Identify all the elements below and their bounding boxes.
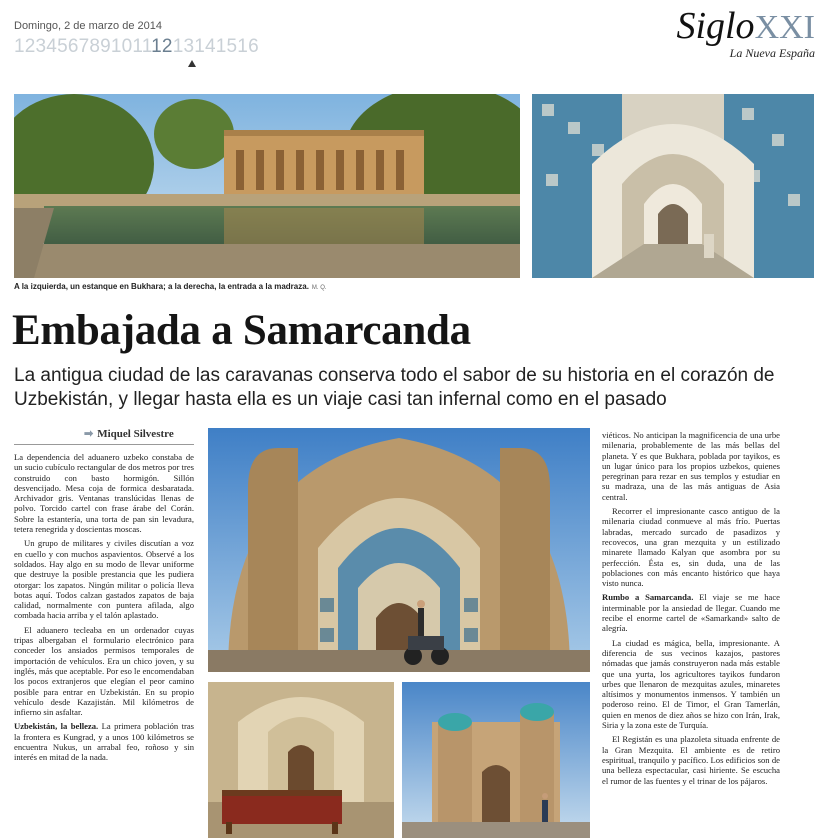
subhead: Uzbekistán, la belleza. [14, 721, 99, 732]
article-deck: La antigua ciudad de las caravanas conserva todo el sabor de su historia en el corazón de Uzbekistán, y llegar hasta ella es un viaje casi tan infernal como en el pasado [14, 365, 775, 410]
current-page-number[interactable]: 12 [151, 36, 173, 57]
madrasa-cell-photo [208, 682, 394, 838]
bukhara-pond-photo [14, 94, 520, 278]
paragraph: El aduanero tecleaba en un ordenador cuyas tripas albergaban el formulario electrónico para conceder los ansiados permisos temporales de importación de vehículos. Era un chico joven, y su inglés, más que aceptable. Por eso le encomendaban los pocos extranjeros que elegían el peor camino posible para entrar en Uzbekistán. En su propio vehículo desde Kazajistán. Mil kilómetros de infierno sin asfaltar. [14, 624, 194, 718]
author-name: Miquel Silvestre [97, 428, 174, 440]
current-page-pointer-icon [188, 60, 196, 67]
brand-subtitle: La Nueva España [729, 46, 815, 60]
photo-credit: M. Q. [311, 285, 327, 291]
madrasa-entrance-photo [532, 94, 814, 278]
paragraph: La ciudad es mágica, bella, impresionante. A diferencia de sus vecinos kazajos, pastores nómadas que jamás construyeron nada más estable que una yurta, los agricultores tayikos fundaron urbes que llenaron de mezquitas azules, minaretes altísimos y monumentos inmensos. Y también un poderoso reino. El de Timor, el Gran Tamerlán, quien en menos de diez años se hizo con Irán, Irak, Siria y la zona este de Turquía. [602, 637, 780, 731]
page-numbers-before[interactable]: 1234567891011 [14, 36, 152, 57]
page-numbers-after[interactable]: 13141516 [172, 36, 259, 57]
photo-caption: A la izquierda, un estanque en Bukhara; a la derecha, la entrada a la madraza. M. Q. [14, 282, 327, 291]
paragraph: La dependencia del aduanero uzbeko constaba de un sucio cubículo rectangular de dos metros por tres construido con basto hormigón. Sillón desvencijado. Mesa coja de formica desbaratada. Archivador gris. Ventanas translúcidas llenas de polvo. Torcido cartel con frase árabe del Corán. Sobre la estantería, una torta de pan sin levadura, tetera renegrida y doscientas moscas. [14, 452, 194, 535]
brand-suffix: XXI [754, 9, 815, 46]
paragraph: Uzbekistán, la belleza. La primera población tras la frontera es Kungrad, y a unos 100 kilómetros se encuentra Nukus, un arrabal feo, roñoso y sin interés en mitad de la nada. [14, 721, 194, 763]
article-column-3 [602, 430, 780, 838]
issue-date: Domingo, 2 de marzo de 2014 [14, 20, 162, 32]
article-headline: Embajada a Samarcanda [12, 307, 471, 354]
byline-divider [14, 444, 194, 445]
madrasa-motorbike-photo [208, 428, 590, 672]
byline [84, 427, 174, 440]
paragraph: Rumbo a Samarcanda. El viaje se me hace interminable por la ansiedad de llegar. Cuando me recibe el enorme cartel de «Samarkand» salto de alegría. [602, 592, 780, 634]
paragraph: Recorrer el impresionante casco antiguo de la milenaria ciudad conmueve al más frío. Puertas labradas, mercado surcado de pasadizos y recovecos, una gran mezquita y un estilizado minarete llamado Kalyan que asombra por su perfección. Ésta es, sin duda, una de las poblaciones con más encanto histórico que haya visto nunca. [602, 506, 780, 589]
paragraph: El Registán es una plazoleta situada enfrente de la Gran Mezquita. El ambiente es de retiro espiritual, tranquilo y pacífico. Los edificios son de una belleza espectacular, casi hiriente. Se escucha el rumor de las fuentes y el trinar de los pájaros. [602, 734, 780, 786]
article-column-1 [14, 452, 194, 838]
paragraph: viéticos. No anticipan la magnificencia de una urbe milenaria, probablemente de las más bellas del planeta. Y es que Bukhara, poblada por tayikos, es un lugar único para los propios uzbekos, quienes peregrinan para rezar en sus templos y estudiar en su madraza, una de las más antiguas de Asia central. [602, 430, 780, 502]
page-index [14, 36, 259, 58]
subhead: Rumbo a Samarcanda. [602, 592, 694, 603]
fortress-photo [402, 682, 590, 838]
paragraph: Un grupo de militares y civiles discutían a voz en cuello y con muchos aspavientos. Observé a los soldados. Hay algo en su modo de llevar uniforme que destruye la posible prestancia que les pudiera otorgar: los zapatos. Ningún militar o policía lleva botas aquí. Todos calzan gastados zapatos de baja calidad, normalmente con puntera afilada, algo combada hacia arriba y el talón aplastado. [14, 538, 194, 621]
byline-arrow-icon: ➡ [84, 428, 94, 440]
brand-name: Siglo [676, 5, 755, 47]
newspaper-logo [676, 6, 815, 61]
